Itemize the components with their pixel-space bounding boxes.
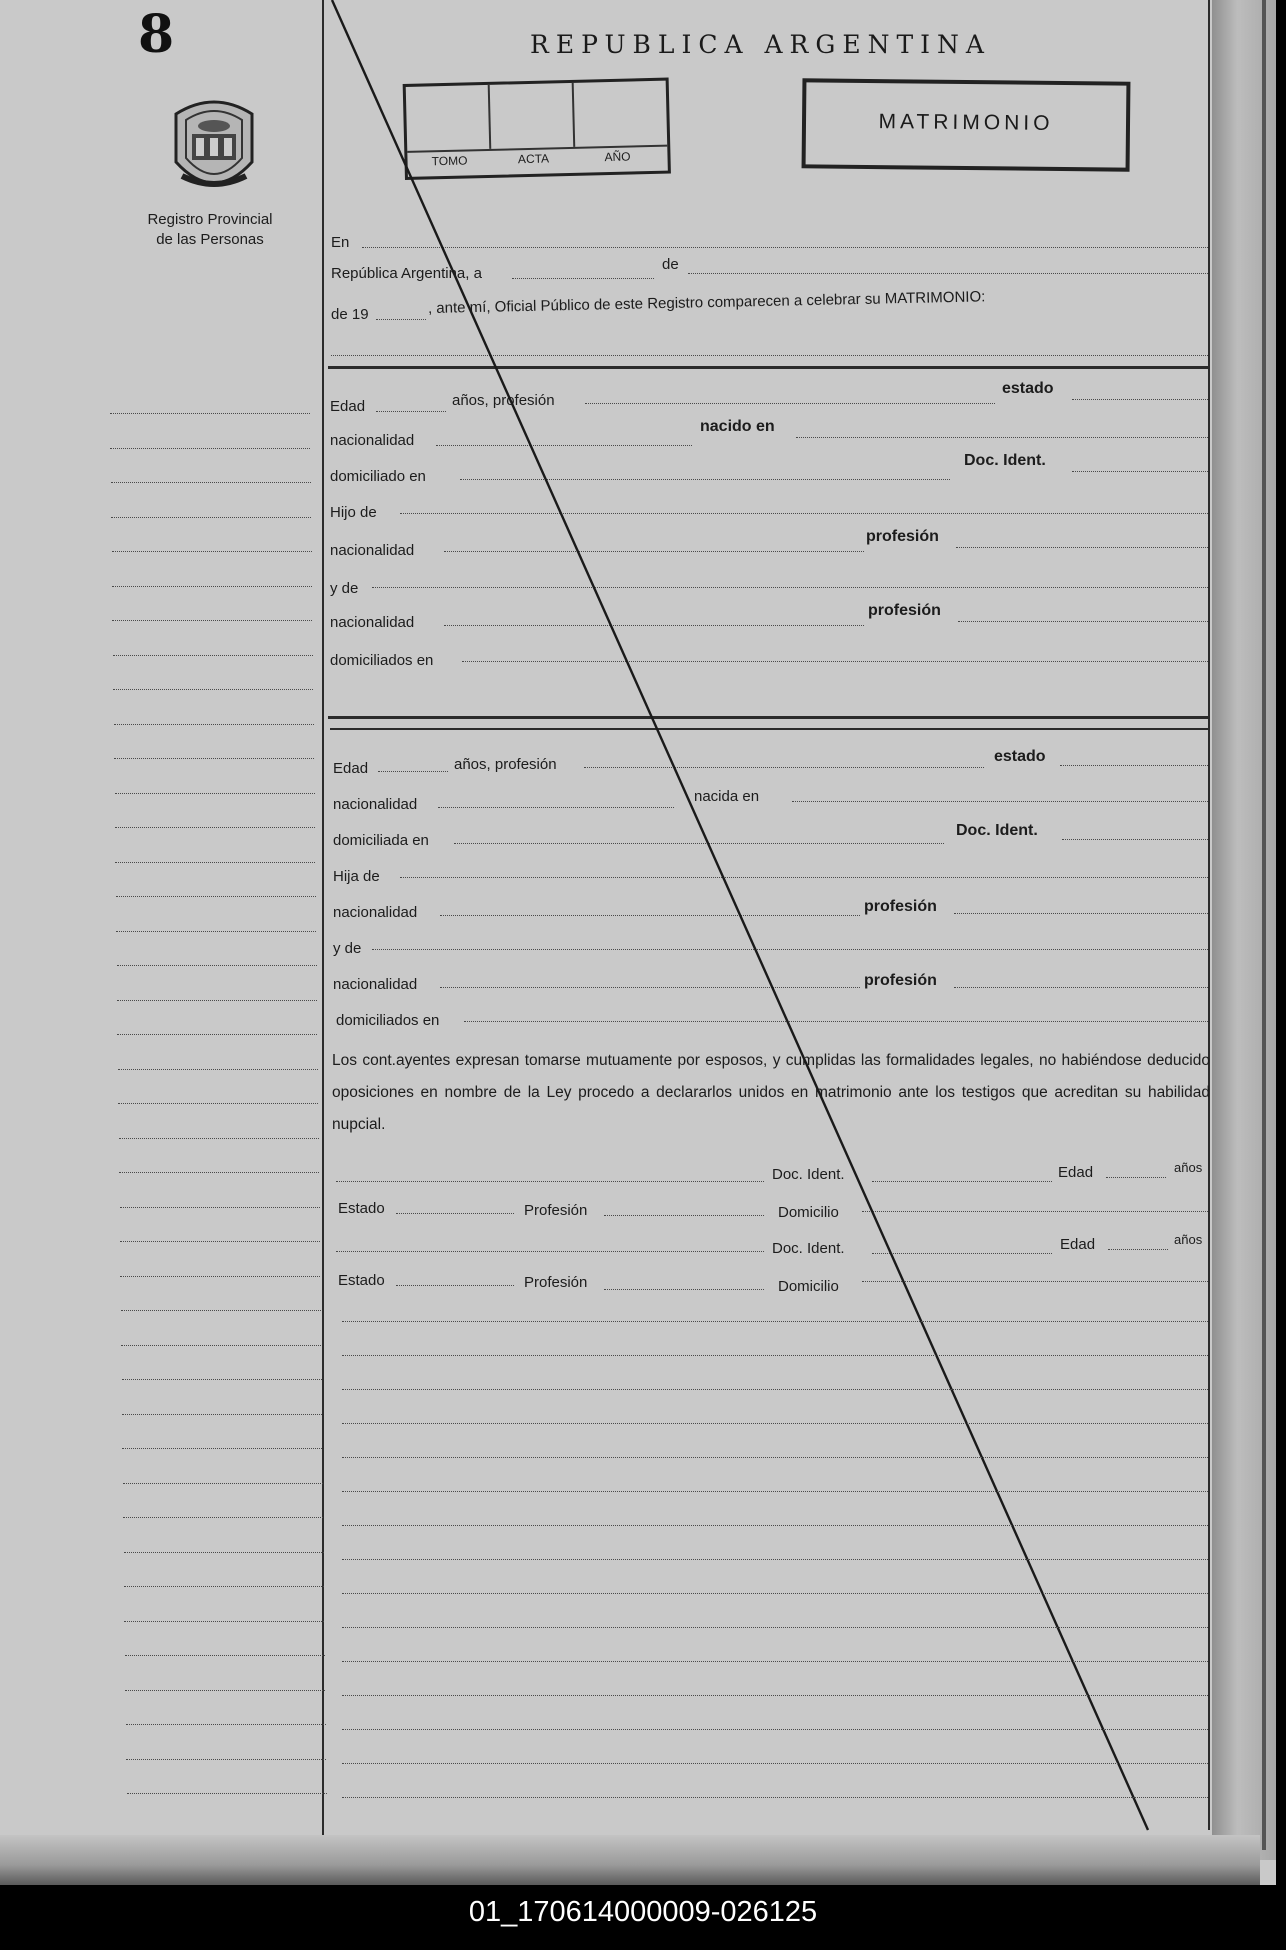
margin-note-line bbox=[113, 654, 313, 656]
witness2-edad-label: Edad bbox=[1060, 1236, 1096, 1253]
note-line bbox=[342, 1354, 1208, 1356]
margin-note-line bbox=[123, 1516, 323, 1518]
ano-label: AÑO bbox=[604, 149, 631, 165]
groom-doc-label: Doc. Ident. bbox=[964, 452, 1046, 469]
margin-note-line bbox=[121, 1344, 321, 1346]
witness1-doc-label: Doc. Ident. bbox=[772, 1166, 845, 1183]
note-line bbox=[342, 1592, 1208, 1594]
margin-note-line bbox=[124, 1620, 324, 1622]
margin-note-line bbox=[122, 1378, 322, 1380]
margin-note-line bbox=[115, 826, 315, 828]
groom-profesion-label: años, profesión bbox=[452, 392, 555, 409]
margin-note-line bbox=[124, 1551, 324, 1553]
groom-nacionalidad2-label: nacionalidad bbox=[330, 542, 415, 559]
groom-yde-label: y de bbox=[330, 580, 359, 597]
groom-domiciliado-label: domiciliado en bbox=[330, 468, 426, 485]
note-line bbox=[342, 1660, 1208, 1662]
margin-note-line bbox=[114, 723, 314, 725]
intro-year: de 19 bbox=[331, 306, 369, 323]
margin-note-line bbox=[119, 1171, 319, 1173]
margin-note-line bbox=[114, 757, 314, 759]
note-line bbox=[342, 1422, 1208, 1424]
margin-note-line bbox=[122, 1413, 322, 1415]
bride-nacionalidad2-label: nacionalidad bbox=[333, 904, 418, 921]
groom-profesion2-label: profesión bbox=[866, 528, 939, 545]
intro-statement: , ante mí, Oficial Público de este Registro comparecen a celebrar su MATRIMONIO: bbox=[427, 288, 986, 317]
margin-note-line bbox=[126, 1723, 326, 1725]
margin-note-line bbox=[127, 1792, 327, 1794]
margin-note-line bbox=[117, 999, 317, 1001]
note-line bbox=[342, 1762, 1208, 1764]
margin-note-line bbox=[116, 895, 316, 897]
witness2-doc-label: Doc. Ident. bbox=[772, 1240, 845, 1257]
bride-nacionalidad3-label: nacionalidad bbox=[333, 976, 418, 993]
margin-note-line bbox=[123, 1482, 323, 1484]
margin-note-line bbox=[125, 1689, 325, 1691]
margin-note-line bbox=[125, 1654, 325, 1656]
groom-domiciliados-label: domiciliados en bbox=[330, 652, 434, 669]
registry-line-1: Registro Provincial bbox=[147, 211, 273, 228]
acta-label: ACTA bbox=[517, 151, 550, 167]
margin-note-line bbox=[110, 412, 310, 414]
margin-note-line bbox=[126, 1758, 326, 1760]
bride-domiciliados-label: domiciliados en bbox=[336, 1012, 440, 1029]
witness2-anos-label: años bbox=[1174, 1232, 1203, 1247]
bride-profesion2-label: profesión bbox=[864, 898, 937, 915]
archive-reference: 01_170614000009-026125 bbox=[468, 1896, 818, 1928]
bride-nacida-label: nacida en bbox=[694, 788, 760, 805]
bride-profesion-label: años, profesión bbox=[454, 756, 557, 773]
witness1-edad-label: Edad bbox=[1058, 1164, 1094, 1181]
margin-note-line bbox=[112, 585, 312, 587]
bride-doc-label: Doc. Ident. bbox=[956, 822, 1038, 839]
note-line bbox=[342, 1558, 1208, 1560]
margin-note-line bbox=[119, 1137, 319, 1139]
groom-estado-label: estado bbox=[1002, 380, 1054, 397]
margin-note-line bbox=[113, 688, 313, 690]
margin-note-line bbox=[120, 1275, 320, 1277]
groom-edad-label: Edad bbox=[330, 398, 366, 415]
margin-note-line bbox=[122, 1447, 322, 1449]
bride-nacionalidad-label: nacionalidad bbox=[333, 796, 418, 813]
bride-estado-label: estado bbox=[994, 748, 1046, 765]
margin-note-line bbox=[112, 550, 312, 552]
margin-note-line bbox=[120, 1240, 320, 1242]
witness2-estado-label: Estado bbox=[338, 1272, 385, 1289]
tomo-label: TOMO bbox=[431, 153, 468, 169]
witness1-domicilio-label: Domicilio bbox=[778, 1204, 839, 1221]
intro-de: de bbox=[662, 256, 679, 273]
note-line bbox=[342, 1626, 1208, 1628]
page-number: 8 bbox=[138, 4, 175, 65]
note-line bbox=[342, 1694, 1208, 1696]
country-title: REPUBLICA ARGENTINA bbox=[530, 30, 991, 59]
note-line bbox=[342, 1320, 1208, 1322]
witness1-anos-label: años bbox=[1174, 1160, 1203, 1175]
witness2-domicilio-label: Domicilio bbox=[778, 1278, 839, 1295]
bride-profesion3-label: profesión bbox=[864, 972, 937, 989]
registry-line-2: de las Personas bbox=[156, 231, 264, 248]
margin-note-line bbox=[120, 1206, 320, 1208]
margin-note-line bbox=[111, 481, 311, 483]
bride-domiciliada-label: domiciliada en bbox=[333, 832, 429, 849]
groom-nacionalidad3-label: nacionalidad bbox=[330, 614, 415, 631]
note-line bbox=[342, 1456, 1208, 1458]
margin-note-line bbox=[117, 964, 317, 966]
witness1-estado-label: Estado bbox=[338, 1200, 385, 1217]
note-line bbox=[342, 1388, 1208, 1390]
page-bottom-shadow bbox=[0, 1835, 1260, 1885]
note-line bbox=[342, 1490, 1208, 1492]
groom-nacido-label: nacido en bbox=[700, 418, 775, 435]
witness1-profesion-label: Profesión bbox=[524, 1202, 588, 1219]
margin-note-line bbox=[115, 792, 315, 794]
note-line bbox=[342, 1728, 1208, 1730]
groom-hijo-label: Hijo de bbox=[330, 504, 377, 521]
note-line bbox=[342, 1524, 1208, 1526]
margin-note-line bbox=[121, 1309, 321, 1311]
margin-note-line bbox=[117, 1033, 317, 1035]
margin-note-line bbox=[115, 861, 315, 863]
intro-en: En bbox=[331, 234, 350, 251]
margin-note-line bbox=[111, 516, 311, 518]
margin-note-line bbox=[116, 930, 316, 932]
intro-republica: República Argentina, a bbox=[331, 265, 482, 282]
note-line bbox=[342, 1796, 1208, 1798]
margin-note-line bbox=[118, 1102, 318, 1104]
bride-yde-label: y de bbox=[333, 940, 362, 957]
groom-profesion3-label: profesión bbox=[868, 602, 941, 619]
margin-note-line bbox=[110, 447, 310, 449]
margin-note-line bbox=[124, 1585, 324, 1587]
margin-note-line bbox=[112, 619, 312, 621]
act-type-label: MATRIMONIO bbox=[878, 110, 1054, 135]
bride-hija-label: Hija de bbox=[333, 868, 380, 885]
margin-note-line bbox=[118, 1068, 318, 1070]
groom-nacionalidad-label: nacionalidad bbox=[330, 432, 415, 449]
marriage-declaration: Los cont.ayentes expresan tomarse mutuamente por esposos, y cumplidas las formalidades legales, no habiéndose deducido oposiciones en nombre de la Ley procedo a declararlos unidos en matrimonio ante los testigos que acreditan su habilidad nupcial. bbox=[332, 1052, 1210, 1133]
witness2-profesion-label: Profesión bbox=[524, 1274, 588, 1291]
bride-edad-label: Edad bbox=[333, 760, 369, 777]
